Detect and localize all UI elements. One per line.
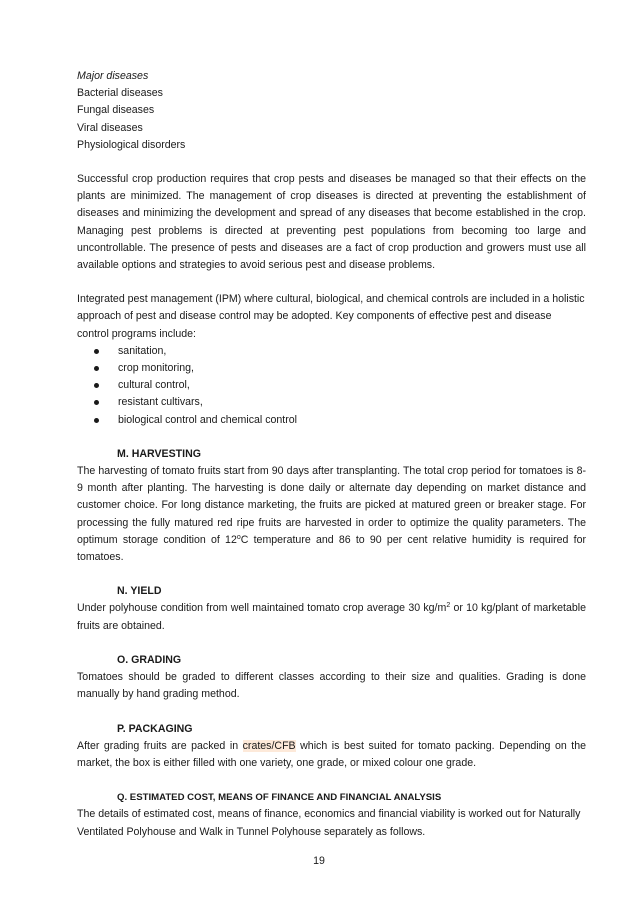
ipm-bullet-list xyxy=(77,343,586,429)
disease-item: Viral diseases xyxy=(77,121,143,134)
bullet-icon xyxy=(94,383,99,388)
pest-paragraph: Successful crop production requires that crop pests and diseases be managed so that their effects on the plants are minimized. The management of crop diseases is directed at preventing the establishment of diseases and minimizing the development and spread of any diseases that become established in the crop. Managing pest problems is directed at preventing pest populations from becoming too large and uncontrollable. The presence of pests and diseases are a fact of crop production and growers must use all available options and strategies to avoid serious pest and disease problems. xyxy=(77,173,586,272)
page-content xyxy=(77,68,586,841)
packaging-paragraph: After grading fruits are packed in crates/CFB which is best suited for tomato packing. Depending on the market, the box is either filled with one variety, one grade, or mixed colour one grade. xyxy=(77,739,586,769)
grading-paragraph: Tomatoes should be graded to different classes according to their size and qualities. Grading is done manually by hand grading method. xyxy=(77,671,586,701)
packaging-heading: P. PACKAGING xyxy=(117,722,193,735)
highlighted-text: crates/CFB xyxy=(242,739,296,752)
disease-item: Fungal diseases xyxy=(77,104,155,117)
cost-heading: Q. ESTIMATED COST, MEANS OF FINANCE AND FINANCIAL ANALYSIS xyxy=(117,792,442,804)
list-item: sanitation, xyxy=(94,343,586,360)
bullet-icon xyxy=(94,349,99,354)
grading-heading: O. GRADING xyxy=(117,653,182,666)
cost-paragraph: The details of estimated cost, means of finance, economics and financial viability is worked out for Naturally Ventilated Polyhouse and Walk in Tunnel Polyhouse separately as follows. xyxy=(77,808,581,838)
bullet-icon xyxy=(94,418,99,423)
disease-item: Physiological disorders xyxy=(77,138,186,151)
bullet-icon xyxy=(94,366,99,371)
disease-item: Bacterial diseases xyxy=(77,87,163,100)
list-item: resistant cultivars, xyxy=(94,394,586,411)
harvesting-heading: M. HARVESTING xyxy=(117,447,201,460)
list-item: cultural control, xyxy=(94,377,586,394)
yield-paragraph: Under polyhouse condition from well maintained tomato crop average 30 $kg/m^2$ or 10 kg/plant of marketable fruits are obtained. xyxy=(77,602,586,632)
ipm-paragraph: Integrated pest management (IPM) where cultural, biological, and chemical controls are included in a holistic approach of pest and disease control may be adopted. Key components of effective pest and disease control programs include: xyxy=(77,293,585,340)
major-diseases-title: Major diseases xyxy=(77,70,149,82)
list-item: crop monitoring, xyxy=(94,360,586,377)
page-number: 19 xyxy=(313,855,325,867)
bullet-icon xyxy=(94,400,99,405)
yield-heading: N. YIELD xyxy=(117,585,162,598)
harvesting-paragraph: The harvesting of tomato fruits start from 90 days after transplanting. The total crop period for tomatoes is 8-9 month after planting. The harvesting is done daily or alternate day depending on market distance and customer choice. For long distance marketing, the fruits are picked at matured green or breaker stage. For processing the fully matured red ripe fruits are harvested in order to optimize the quality parameters. The optimum storage condition of 12$^o$C temperature and 86 to 90 per cent relative humidity is required for tomatoes. xyxy=(77,465,586,564)
list-item: biological control and chemical control xyxy=(94,412,586,429)
